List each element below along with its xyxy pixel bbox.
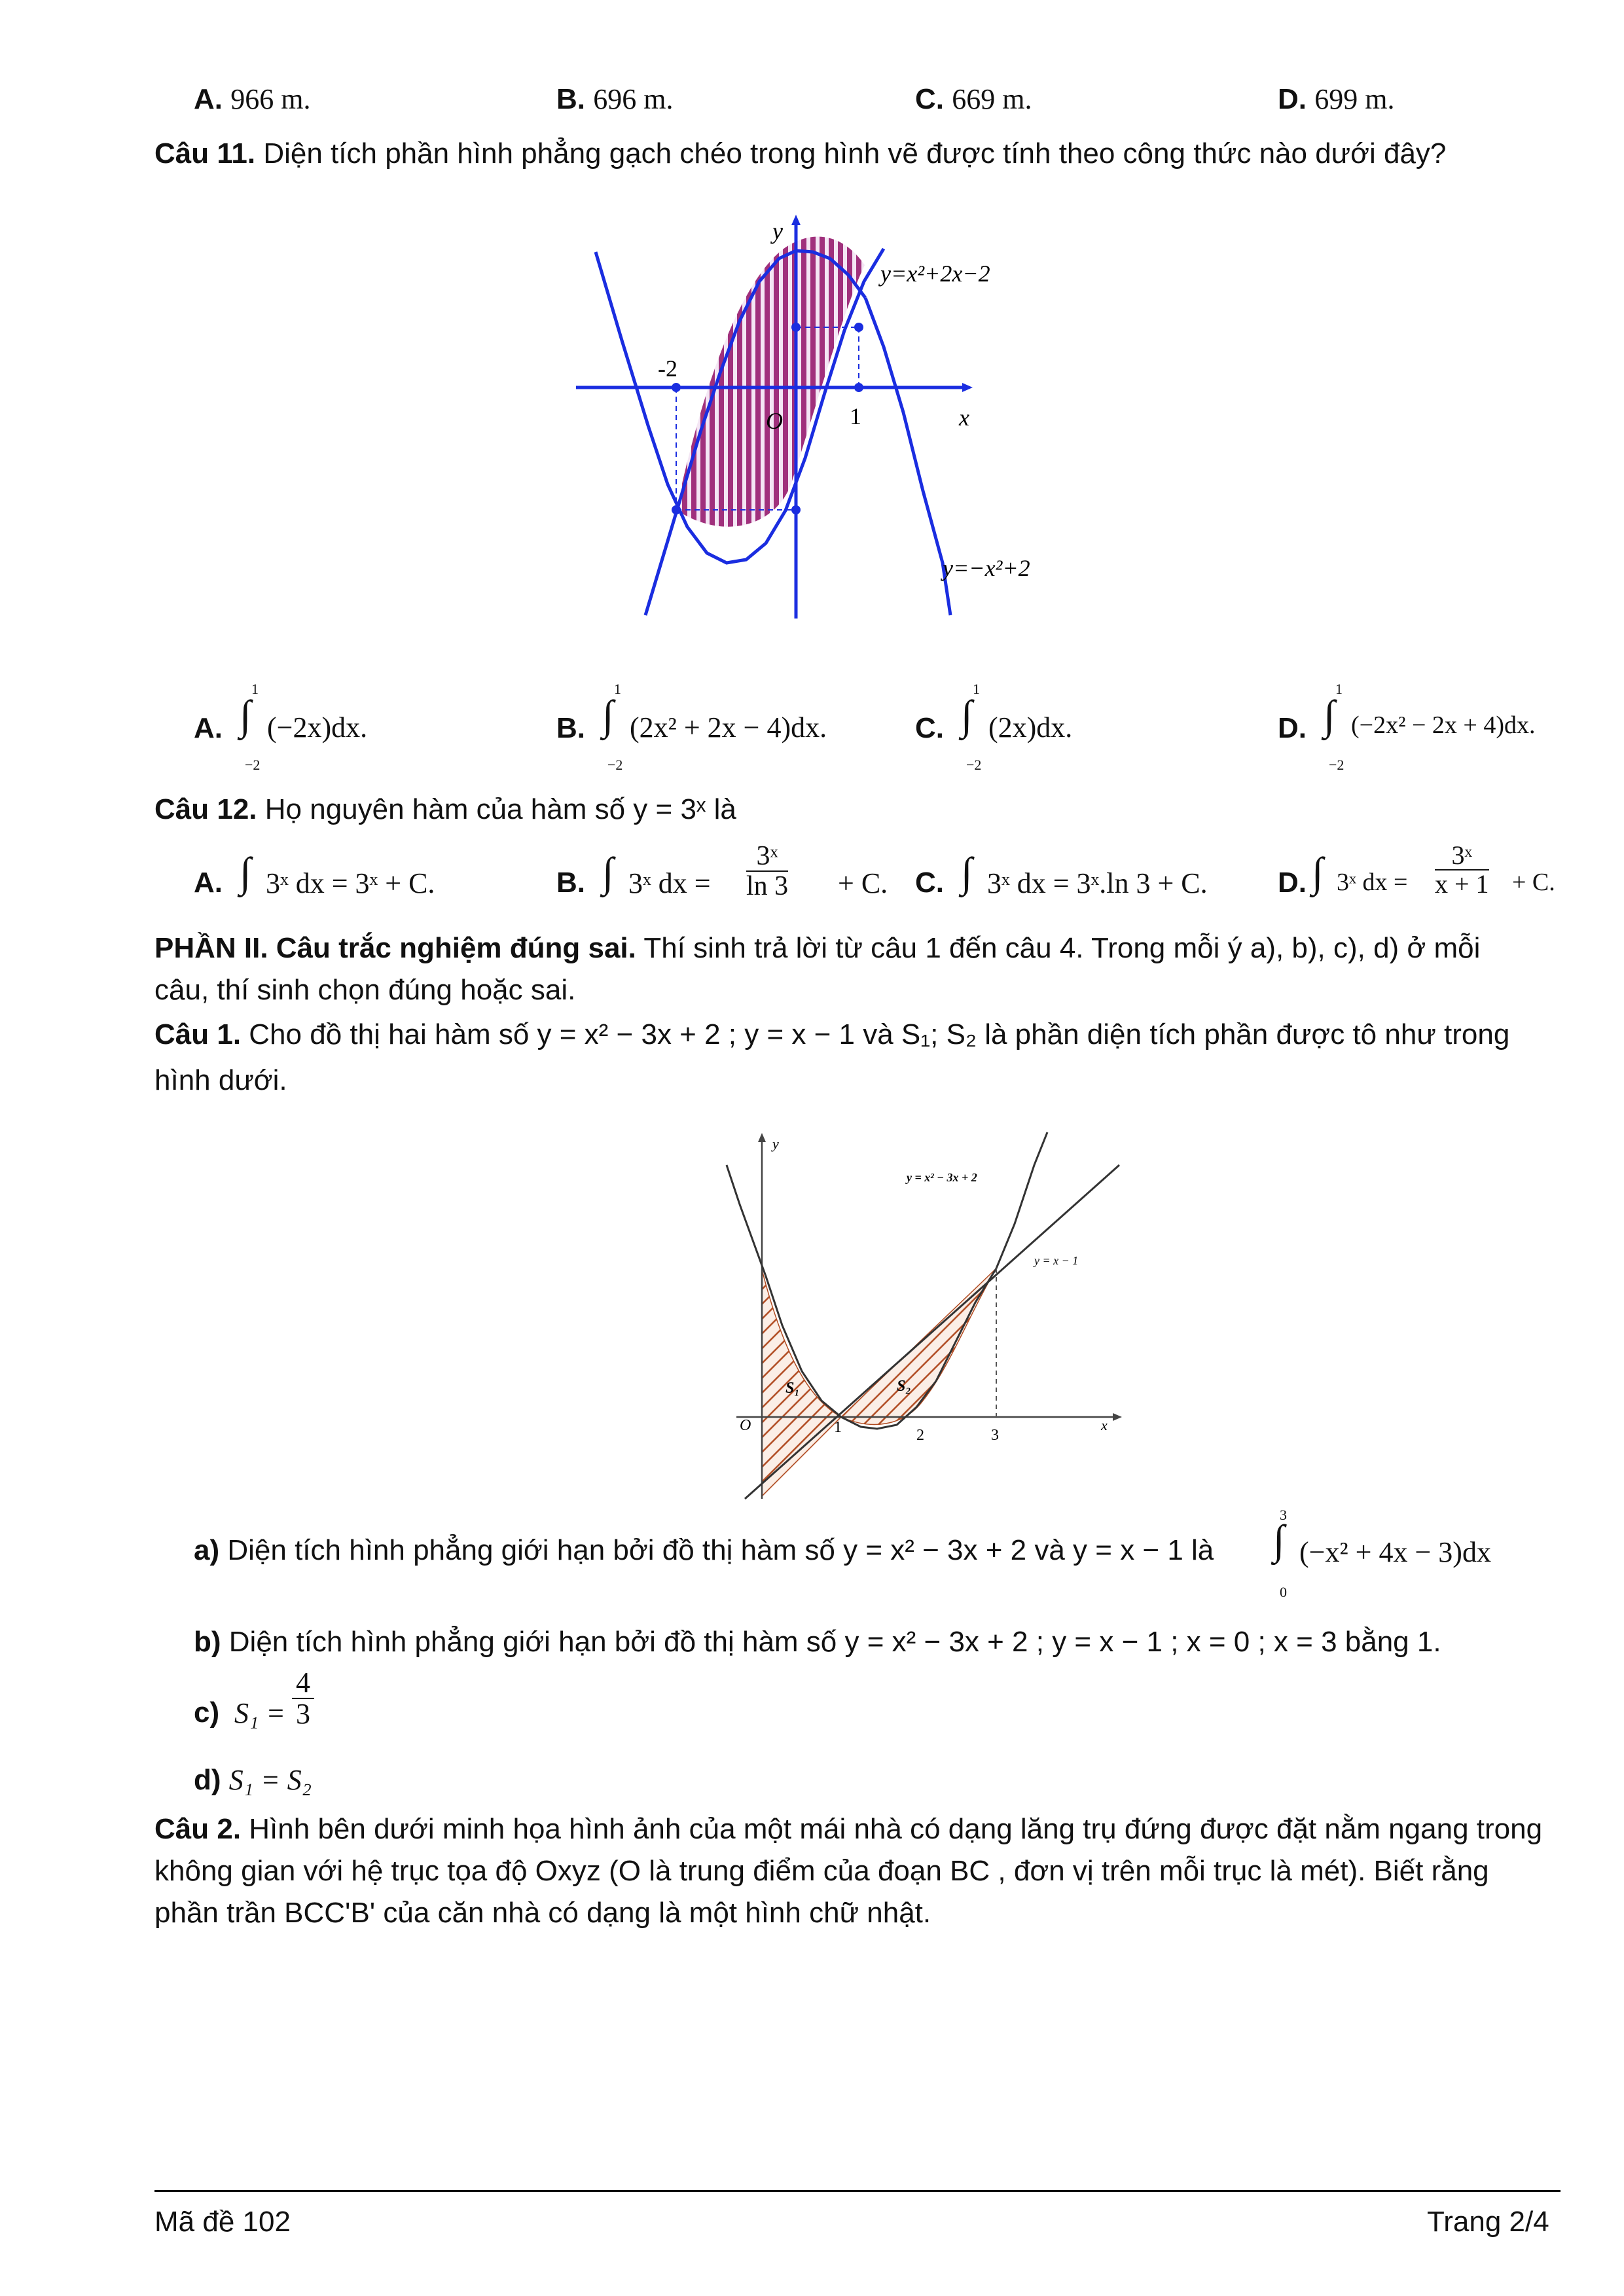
footer-page-number: Trang 2/4 — [1427, 2206, 1549, 2238]
q11-prompt: Câu 11. Diện tích phần hình phẳng gạch chéo trong hình vẽ được tính theo công thức nào dưới đây? — [154, 137, 1447, 170]
q1-s1-label: S₁ — [785, 1380, 800, 1397]
q11-point-yaxis-bottom — [791, 505, 801, 514]
q11-option-b: B. 1 ∫ −2 (2x² + 2x − 4)dx. — [556, 681, 827, 773]
part2-heading: PHẦN II. Câu trắc nghiệm đúng sai. Thí sinh trả lời từ câu 1 đến câu 4. Trong mỗi ý a), b), c), d) ở mỗi — [154, 932, 1481, 964]
q1-x-arrow — [1113, 1413, 1122, 1421]
q11-point-1-top — [854, 323, 863, 332]
q11-curve1-label: y=x²+2x−2 — [880, 260, 990, 287]
q1-origin-label: O — [740, 1417, 751, 1434]
q11-option-d: D. 1 ∫ −2 (−2x² − 2x + 4)dx. — [1278, 681, 1536, 773]
q11-y-label: y — [772, 218, 783, 244]
q11-option-a: A. 1 ∫ −2 (−2x)dx. — [194, 681, 368, 773]
q1-line-y-eq-x-minus-1 — [745, 1165, 1119, 1499]
q1-statement-b: b) Diện tích hình phẳng giới hạn bởi đồ thị hàm số y = x² − 3x + 2 ; y = x − 1 ; x = 0 ; x = 3 bằng 1. — [194, 1626, 1441, 1658]
q1-parabola-label: y = x² − 3x + 2 — [907, 1171, 977, 1184]
q1-statement-c: c) S₁ = $\frac{4}{3}$ — [194, 1668, 456, 1753]
q1-figure — [713, 1126, 1132, 1512]
q11-origin-label: O — [766, 408, 783, 434]
q1-prompt-cont: hình dưới. — [154, 1064, 287, 1096]
q12-option-b: B. ∫ 3ˣ dx = $\frac{\text{3ˣ}}{\ln 3}$ + C. — [556, 841, 888, 902]
q10-option-d: D. 699 m. — [1278, 83, 1395, 115]
q10-option-c: C. 669 m. — [915, 83, 1032, 115]
q2-prompt: Câu 2. Hình bên dưới minh họa hình ảnh của một mái nhà có dạng lăng trụ đứng được đặt nằm ngang trong — [154, 1813, 1543, 1845]
q11-curve2-label: y=−x²+2 — [943, 555, 1030, 581]
q1-tick-3: 3 — [991, 1427, 999, 1444]
q1-line-label: y = x − 1 — [1034, 1254, 1079, 1267]
q11-option-c: C. 1 ∫ −2 (2x)dx. — [915, 681, 1073, 773]
q11-point-1-axis — [854, 383, 863, 392]
part2-instructions: câu, thí sinh chọn đúng hoặc sai. — [154, 974, 576, 1006]
q1-tick-1: 1 — [834, 1419, 842, 1436]
q1-region-s1 — [762, 1270, 841, 1496]
q11-point-yaxis-top — [791, 323, 801, 332]
q1-statement-a-integral: 3 ∫ 0 (−x² + 4x − 3)dx — [1273, 1507, 1491, 1600]
q1-region-s2 — [841, 1268, 996, 1424]
q11-tick-1: 1 — [850, 403, 861, 429]
q1-statement-a: a) Diện tích hình phẳng giới hạn bởi đồ thị hàm số y = x² − 3x + 2 và y = x − 1 là — [194, 1534, 1214, 1566]
q11-point-neg2-axis — [672, 383, 681, 392]
q11-tick-neg2: -2 — [658, 355, 677, 382]
footer-divider — [154, 2190, 1561, 2192]
q2-prompt-line2: không gian với hệ trục tọa độ Oxyz (O là trung điểm của đoạn BC , đơn vị trên mỗi trục là mét). Biết rằng — [154, 1855, 1489, 1887]
footer-exam-code: Mã đề 102 — [154, 2206, 291, 2238]
q11-x-arrow — [962, 383, 973, 392]
q11-x-label: x — [959, 404, 969, 431]
q1-y-arrow — [758, 1133, 766, 1142]
q1-y-label: y — [772, 1136, 779, 1152]
q1-s2-label: S₂ — [897, 1378, 911, 1395]
q11-y-arrow — [791, 215, 801, 225]
q1-tick-2: 2 — [916, 1427, 924, 1444]
q10-option-b: B. 696 m. — [556, 83, 674, 115]
q12-option-d: D. ∫ 3ˣ dx = $\frac{\text{3ˣ}}{x + 1}$ + C. — [1278, 840, 1555, 899]
q1-prompt: Câu 1. Cho đồ thị hai hàm số y = x² − 3x + 2 ; y = x − 1 và S₁; S₂ là phần diện tích phần được tô như trong — [154, 1018, 1510, 1050]
q1-x-label: x — [1101, 1417, 1108, 1433]
q11-hatch — [676, 236, 865, 526]
q2-prompt-line3: phần trần BCC'B' của căn nhà có dạng là một hình chữ nhật. — [154, 1897, 931, 1929]
q10-option-a: A. 966 m. — [194, 83, 311, 115]
q11-point-neg2-bottom — [672, 505, 681, 514]
q11-figure — [563, 209, 1030, 628]
q12-prompt: Câu 12. Họ nguyên hàm của hàm số y = 3ˣ là — [154, 793, 736, 825]
q11-curve-down-right — [865, 298, 950, 615]
q1-statement-d: d) S₁ = S₂ — [194, 1764, 312, 1796]
